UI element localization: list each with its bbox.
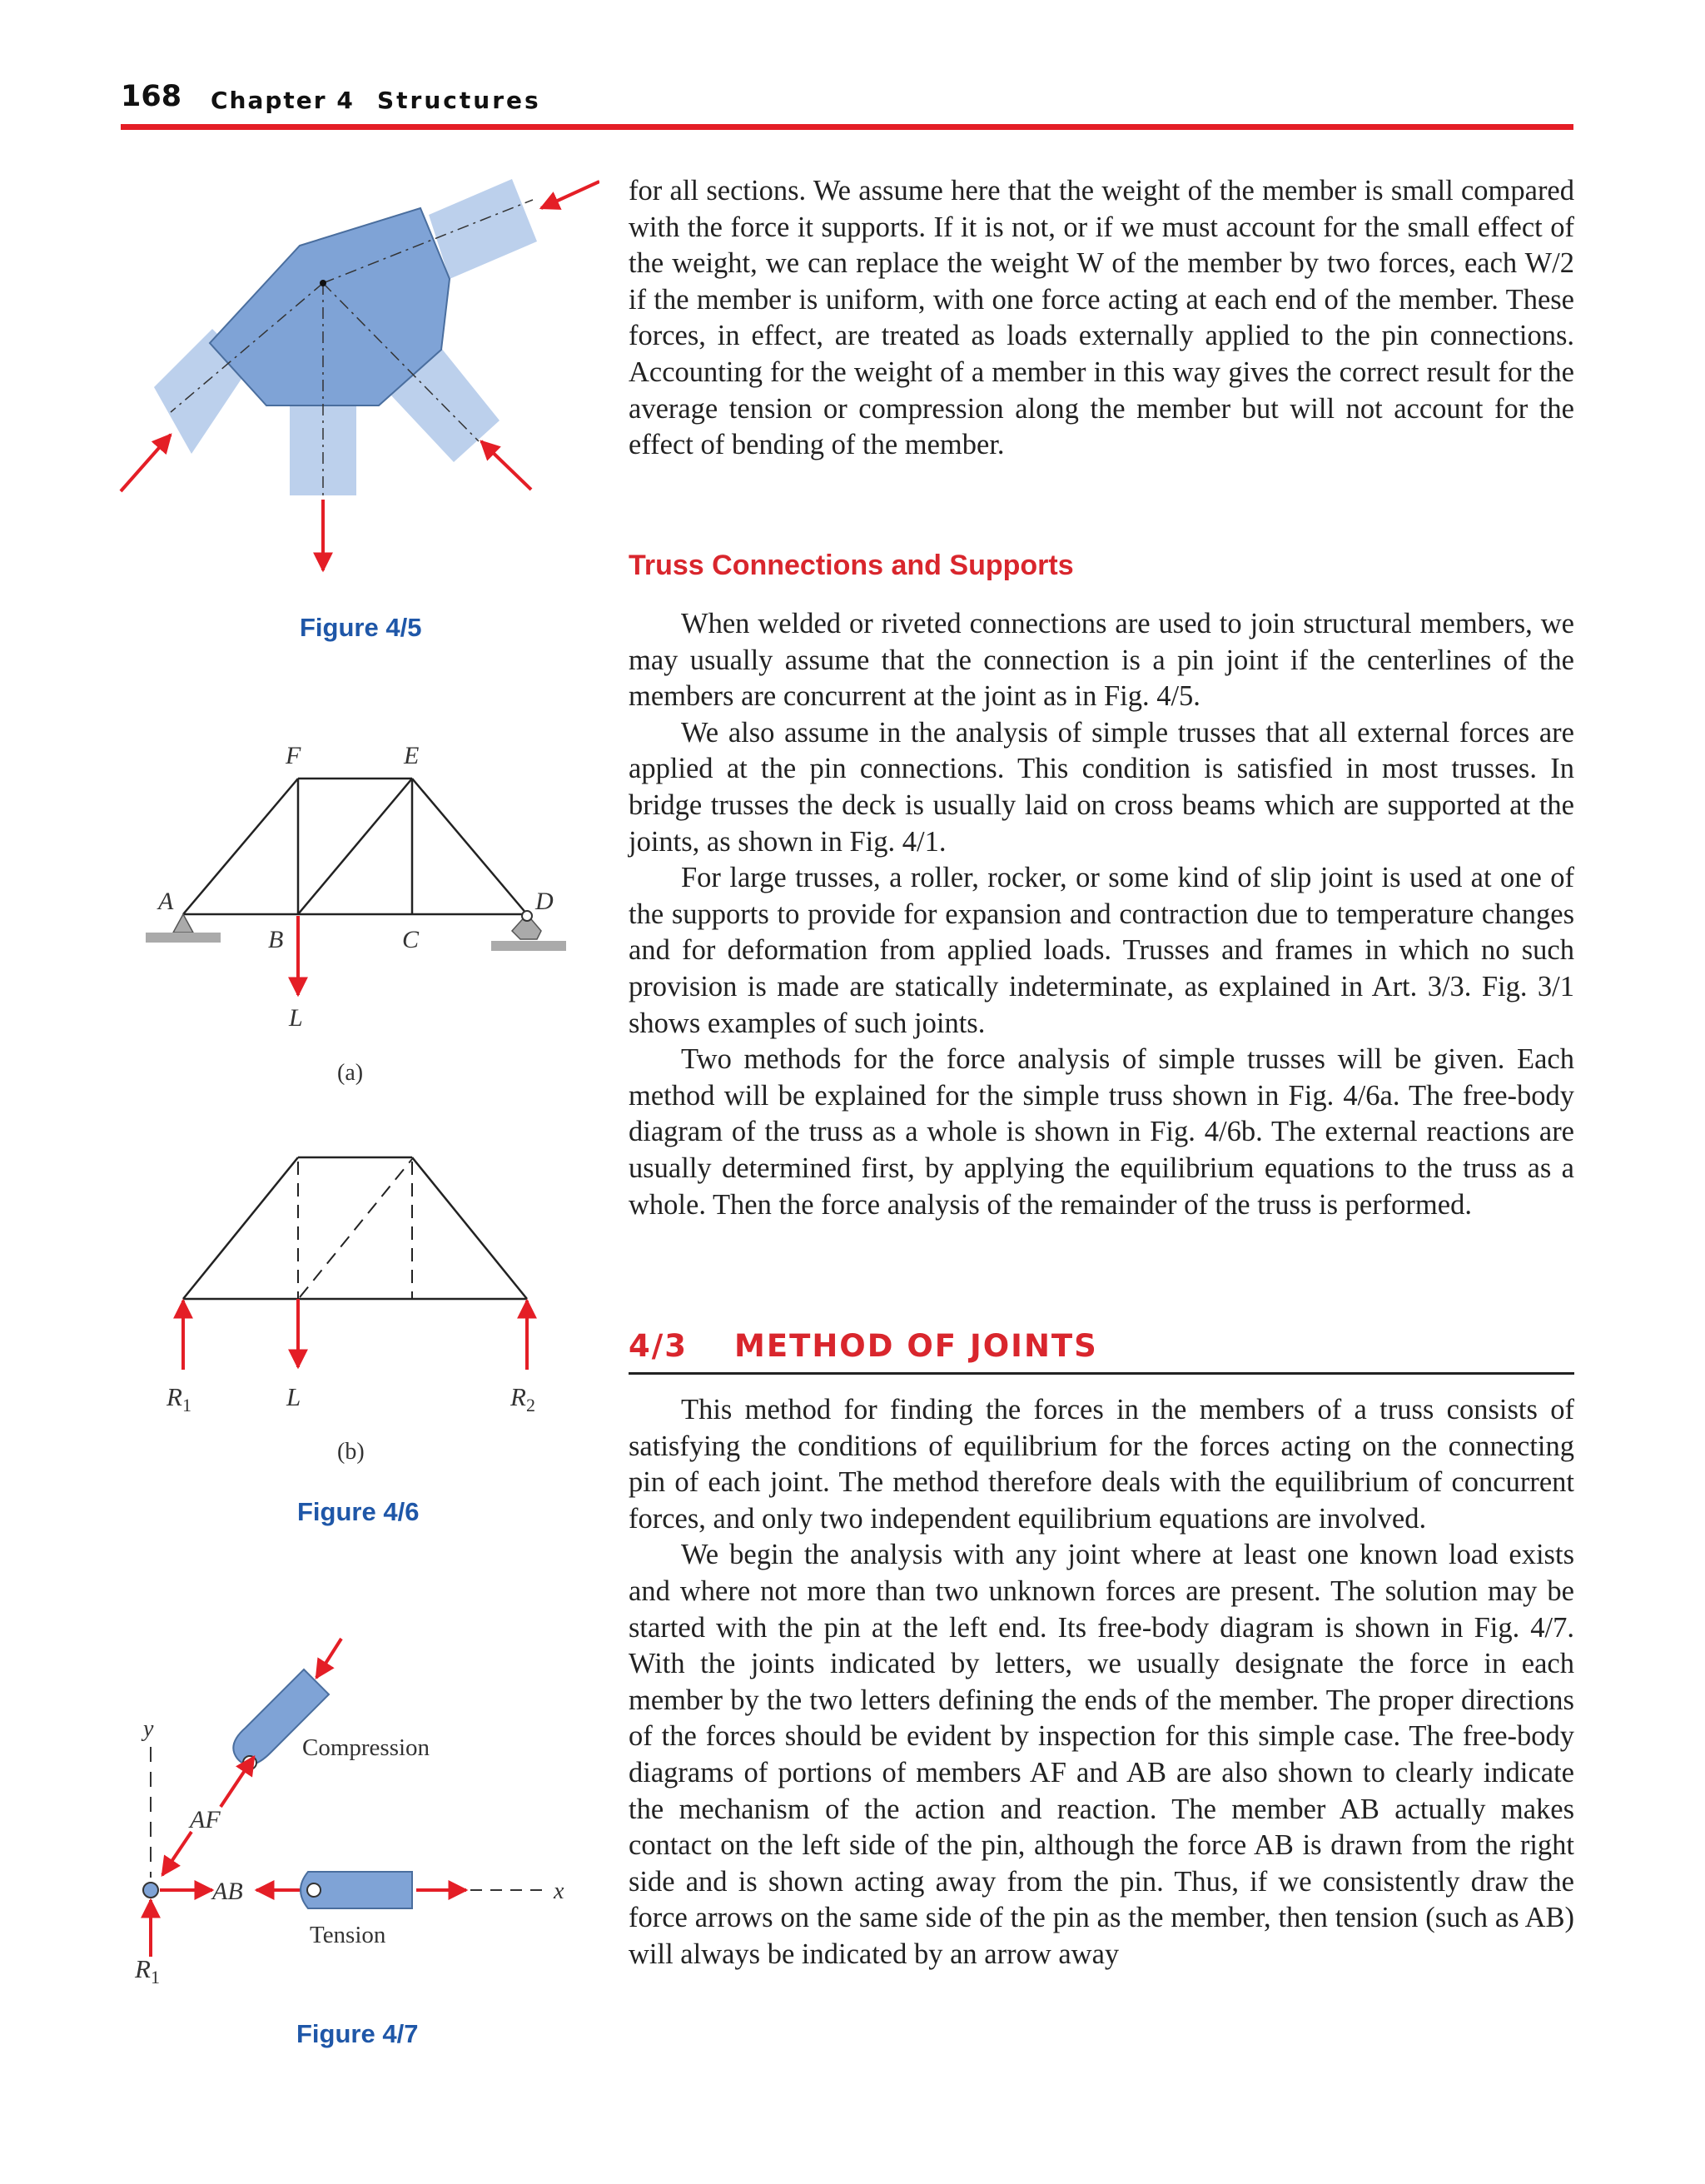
- label-AF: AF: [190, 1806, 221, 1833]
- figures-svg: [0, 0, 599, 2184]
- figure-4-7-caption: Figure 4/7: [296, 2019, 419, 2048]
- force-arrow-AF-member: [221, 1757, 254, 1807]
- force-arrow-compression: [316, 1639, 341, 1678]
- joint-point: [320, 280, 326, 286]
- figure-4-7-diagram: [134, 1639, 564, 1987]
- axis-label-y: y: [143, 1716, 154, 1742]
- text-block-3: [629, 1392, 1574, 1973]
- label-R1: $R_1$: [167, 1382, 191, 1415]
- label-A: A: [158, 888, 174, 915]
- label-D: D: [535, 888, 554, 915]
- part-label-b: (b): [337, 1439, 365, 1465]
- label-AB: AB: [212, 1878, 243, 1905]
- text-block-2: [629, 606, 1574, 1223]
- section-title: METHOD OF JOINTS: [734, 1328, 1098, 1364]
- label-R2: $R_2$: [510, 1382, 535, 1415]
- label-L-b: L: [286, 1382, 301, 1411]
- label-tension: Tension: [310, 1922, 386, 1948]
- axis-label-x: x: [554, 1878, 564, 1904]
- label-compression: Compression: [302, 1734, 430, 1761]
- section-rule: [629, 1372, 1574, 1375]
- subheading-truss-connections: Truss Connections and Supports: [629, 550, 1074, 581]
- figure-4-5-caption: Figure 4/5: [300, 613, 422, 642]
- paragraph-3: We also assume in the analysis of simple trusses that all external forces are applied at the pin connections. This condition is satisfied in most trusses. In bridge trusses the deck is usually laid on cross beams which are supported at the joints, as shown in Fig. 4/1.: [629, 716, 1574, 858]
- label-C: C: [402, 926, 420, 953]
- label-E: E: [404, 742, 420, 769]
- paragraph-6: This method for finding the forces in the members of a truss consists of satisfying the conditions of equilibrium for the forces acting on the connecting pin of each joint. The method therefore deals with the equilibrium of concurrent forces, and only two independent equilibrium equations are involved.: [629, 1394, 1574, 1535]
- paragraph-4: For large trusses, a roller, rocker, or some kind of slip joint is used at one of the supports to provide for expansion and contraction due to temperature changes and for deformation from applied loads. Trusses and frames in which no such provision is made are statically indeterminate, as explained in Art. 3/3. Fig. 3/1 shows examples of such joints.: [629, 862, 1574, 1039]
- force-arrow-lower-right: [481, 441, 531, 490]
- paragraph-1: for all sections. We assume here that the weight of the member is small compared with the force it supports. If it is not, or if we must account for the small effect of the weight, we can replace the weight W of the member by two forces, each W/2 if the member is uniform, with one force acting at each end of the member. These forces, in effect, are treated as loads externally applied to the pin connections. Accounting for the weight of a member in this way gives the correct result for the average tension or compression along the member but will not account for the effect of bending of the member.: [629, 175, 1574, 461]
- pin-A: [143, 1883, 158, 1898]
- figure-4-6a-supports: [146, 911, 566, 951]
- force-arrow-left: [121, 435, 171, 491]
- figure-4-6a-truss: [183, 779, 527, 914]
- force-arrow-upper-right: [541, 182, 599, 208]
- page-number: 168: [121, 80, 182, 113]
- label-F: F: [286, 742, 301, 769]
- chapter-label: Chapter 4: [211, 87, 355, 114]
- label-R1-fig7: $R_1$: [135, 1954, 160, 1987]
- part-label-a: (a): [337, 1060, 364, 1086]
- figure-4-6-caption: Figure 4/6: [297, 1497, 420, 1526]
- figure-4-5-joint: [121, 179, 599, 570]
- member-upper-right: [429, 179, 537, 279]
- paragraph-2: When welded or riveted connections are used to join structural members, we may usually assume that the connection is a pin joint if the centerlines of the members are concurrent at the joint as in Fig. 4/5.: [629, 608, 1574, 713]
- chapter-title: Structures: [377, 87, 541, 114]
- figure-4-6b-truss: [183, 1157, 527, 1299]
- force-arrow-AF-pin: [162, 1832, 191, 1875]
- section-number: 4/3: [629, 1328, 688, 1364]
- text-block-1: [629, 173, 1574, 464]
- paragraph-7: We begin the analysis with any joint where at least one known load exists and where not more than two unknown forces are present. The solution may be started with the pin at the left end. Its free-body diagram is shown in Fig. 4/7. With the joints indicated by letters, we usually designate the force in each member by the two letters defining the ends of the member. The proper directions of the forces should be evident by inspection for this simple case. The free-body diagrams of portions of members AF and AB are also shown to clearly indicate the mechanism of the action and reaction. The member AB actually makes contact on the left side of the pin, although the force AB is drawn from the right side and is shown acting away from the pin. Thus, if we consistently draw the force arrows on the same side of the pin as the member, then tension (such as AB) will always be indicated by an arrow away: [629, 1539, 1574, 1970]
- paragraph-5: Two methods for the force analysis of simple trusses will be given. Each method will be explained for the simple truss shown in Fig. 4/6a. The free-body diagram of the truss as a whole is shown in Fig. 4/6b. The external reactions are usually determined first, by applying the equilibrium equations to the truss as a whole. Then the force analysis of the remainder of the truss is performed.: [629, 1043, 1574, 1221]
- label-B: B: [268, 926, 284, 953]
- label-L-a: L: [289, 1004, 303, 1032]
